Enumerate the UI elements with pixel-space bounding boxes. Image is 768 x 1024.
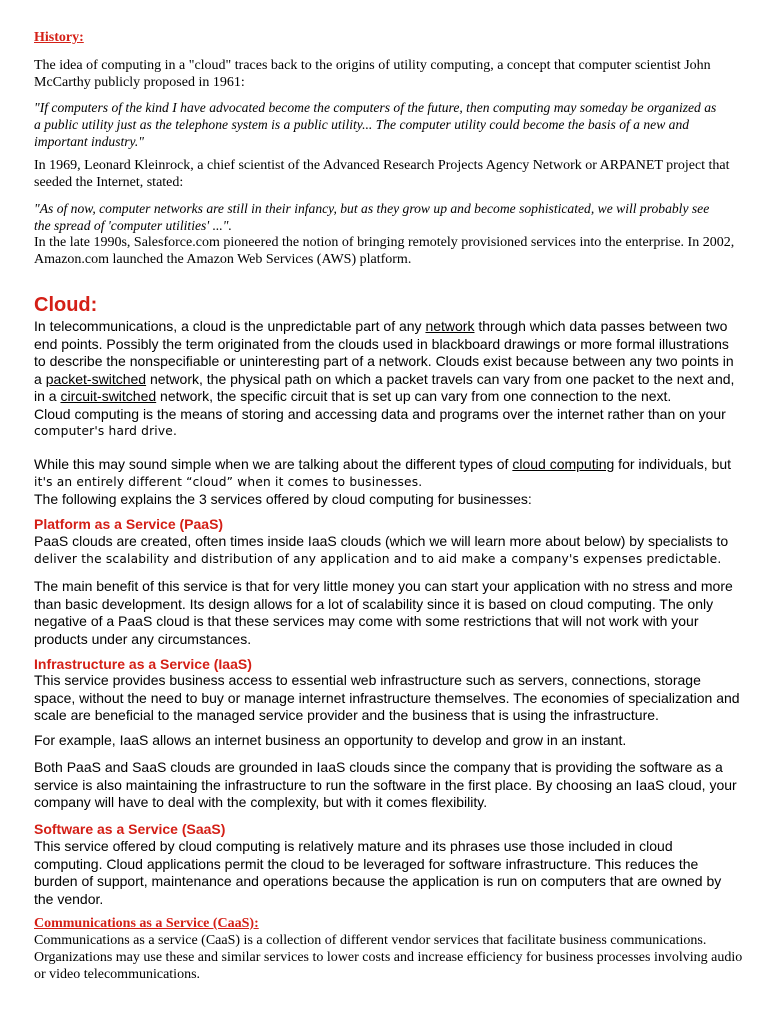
- text-line: scale are beneficial to the managed service provider and the business that is using the infrastructure.: [34, 707, 659, 723]
- kleinrock-paragraph: [34, 157, 730, 191]
- text-run: a: [34, 370, 46, 387]
- text-line: deliver the scalability and distribution of any application and to aid make a company's expenses predictable.: [34, 551, 722, 566]
- text-line: [34, 318, 734, 336]
- paas-paragraph-2: [34, 578, 733, 648]
- text-line: the vendor.: [34, 890, 104, 907]
- circuit-switched-link[interactable]: circuit-switched: [60, 388, 157, 404]
- text-line: The following explains the 3 services offered by cloud computing for businesses:: [34, 491, 532, 507]
- text-line: than basic development. Its design allows for a lot of scalability since it is based on cloud computing. The only: [34, 595, 714, 612]
- text-line: In 1969, Leonard Kleinrock, a chief scientist of the Advanced Research Projects Agency Network or ARPANET project that: [34, 158, 730, 173]
- text-line: negative of a PaaS cloud is that these services may come with some restrictions that will not work with your: [34, 613, 699, 629]
- iaas-paragraph-3: [34, 759, 737, 812]
- text-line: a public utility just as the telephone system is a public utility... The computer utility could become the basis of a new and: [34, 117, 690, 132]
- history-heading: History:: [34, 30, 84, 45]
- cloud-computing-link[interactable]: cloud computing: [512, 456, 615, 472]
- saas-heading: Software as a Service (SaaS): [34, 821, 226, 837]
- text-line: computer's hard drive.: [34, 424, 178, 438]
- iaas-paragraph-2: [34, 732, 626, 750]
- iaas-paragraph-1: [34, 672, 740, 725]
- text-line: computing. Cloud applications permit the cloud to be leveraged for software infrastructure. This reduces the: [34, 855, 699, 872]
- text-line: [34, 371, 734, 389]
- text-run: network, the physical path on which a packet travels can vary from one packet to the next and,: [146, 370, 735, 387]
- network-link[interactable]: network: [425, 318, 475, 334]
- late-90s-paragraph: [34, 234, 734, 268]
- text-line: Amazon.com launched the Amazon Web Services (AWS) platform.: [34, 252, 412, 267]
- saas-paragraph: [34, 838, 721, 908]
- text-line: Cloud computing is the means of storing and accessing data and programs over the internet rather than on your: [34, 405, 726, 422]
- text-line: Organizations may use these and similar services to lower costs and increase efficiency for business processes involving audio: [34, 950, 743, 965]
- kleinrock-quote: [34, 200, 709, 234]
- text-line: [34, 388, 734, 406]
- text-line: McCarthy publicly proposed in 1961:: [34, 75, 245, 90]
- text-line: it's an entirely different “cloud” when it comes to businesses.: [34, 474, 423, 489]
- text-run: through which data passes between two: [474, 318, 728, 334]
- text-run: for individuals, but: [614, 456, 732, 472]
- text-line: Communications as a service (CaaS) is a collection of different vendor services that facilitate business communications.: [34, 933, 707, 948]
- text-line: "If computers of the kind I have advocated become the computers of the future, then computing may someday be organized as: [34, 100, 717, 115]
- caas-heading: Communications as a Service (CaaS):: [34, 916, 259, 931]
- text-line: end points. Possibly the term originated from the clouds used in blackboard drawings or more formal illustrations: [34, 335, 729, 352]
- text-line: service is also maintaining the infrastructure to run the software in the first place. By choosing an IaaS cloud, your: [34, 776, 737, 793]
- text-run: network, the specific circuit that is set up can vary from one connection to the next.: [156, 388, 672, 404]
- text-run: in a: [34, 388, 61, 404]
- caas-paragraph: [34, 932, 742, 983]
- cloud-types-paragraph: [34, 456, 731, 509]
- text-line: "As of now, computer networks are still in their infancy, but as they grow up and become sophisticated, we will probably see: [34, 201, 710, 216]
- text-run: While this may sound simple when we are talking about the different types of: [34, 456, 513, 472]
- text-line: This service offered by cloud computing is relatively mature and its phrases use those included in cloud: [34, 838, 673, 854]
- text-line: products under any circumstances.: [34, 630, 252, 647]
- cloud-heading: Cloud:: [34, 294, 98, 316]
- text-line: to describe the nonspecifiable or uninteresting part of a network. Clouds exist because between any two points in: [34, 353, 734, 369]
- mccarthy-quote: [34, 99, 716, 150]
- text-line: important industry.": [34, 134, 144, 149]
- paas-heading: Platform as a Service (PaaS): [34, 516, 224, 532]
- packet-switched-link[interactable]: packet-switched: [45, 370, 147, 387]
- text-line: The main benefit of this service is that for very little money you can start your application with no stress and more: [34, 578, 733, 594]
- text-line: Both PaaS and SaaS clouds are grounded in IaaS clouds since the company that is providing the software as a: [34, 759, 723, 775]
- text-line: The idea of computing in a "cloud" traces back to the origins of utility computing, a concept that computer scientist John: [34, 58, 711, 73]
- text-run: In telecommunications, a cloud is the unpredictable part of any: [34, 318, 426, 334]
- text-line: or video telecommunications.: [34, 967, 201, 982]
- iaas-heading: Infrastructure as a Service (IaaS): [34, 656, 252, 672]
- text-line: [34, 456, 731, 474]
- paas-paragraph-1: [34, 533, 728, 568]
- history-intro: [34, 57, 711, 91]
- text-line: PaaS clouds are created, often times inside IaaS clouds (which we will learn more about below) by specialists to: [34, 533, 729, 549]
- text-line: space, without the need to buy or manage internet infrastructure themselves. The economies of specialization and: [34, 689, 740, 706]
- text-line: company will have to deal with the complexity, but with it comes flexibility.: [34, 794, 488, 810]
- text-line: This service provides business access to essential web infrastructure such as servers, connections, storage: [34, 672, 701, 688]
- text-line: burden of support, maintenance and operations because the application is run on computers that are owned by: [34, 873, 722, 889]
- text-line: In the late 1990s, Salesforce.com pioneered the notion of bringing remotely provisioned services into the enterprise. In 2002,: [34, 235, 735, 250]
- text-line: the spread of 'computer utilities' ...".: [34, 218, 232, 233]
- text-line: For example, IaaS allows an internet business an opportunity to develop and grow in an instant.: [34, 732, 627, 748]
- cloud-definition: [34, 318, 734, 441]
- text-line: seeded the Internet, stated:: [34, 175, 184, 190]
